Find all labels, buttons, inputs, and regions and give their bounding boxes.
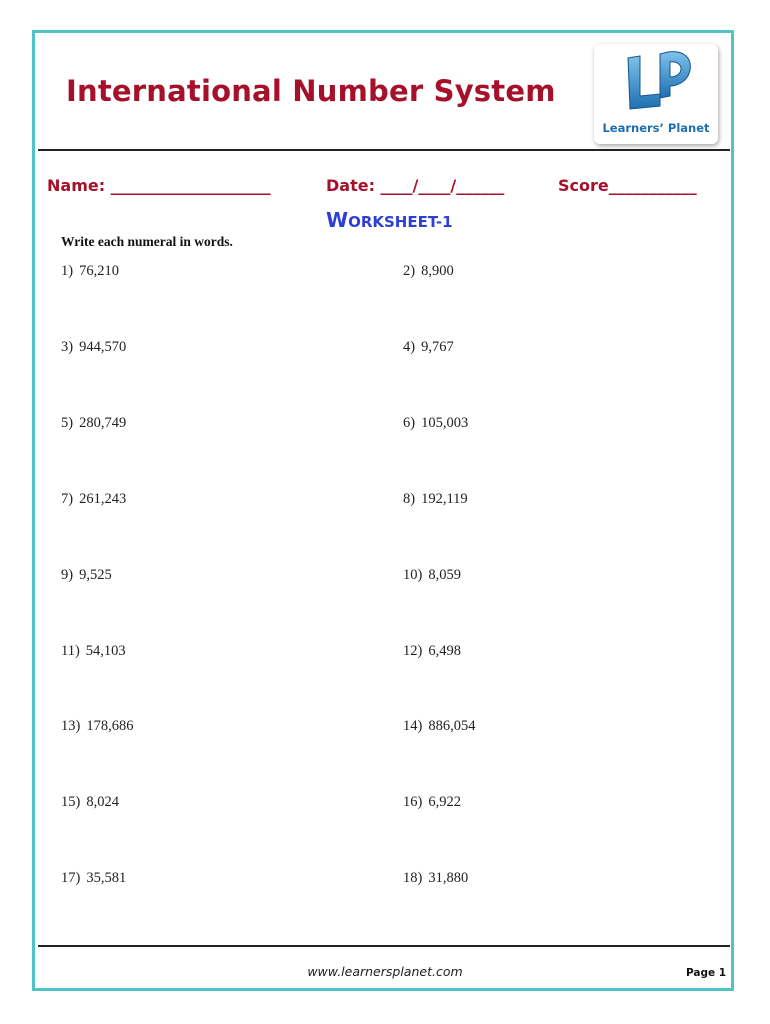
problem-value: 105,003 — [421, 415, 469, 431]
problem-item — [61, 491, 126, 508]
problem-item — [61, 643, 126, 660]
problem-value: 6,498 — [428, 643, 461, 659]
problem-item — [61, 415, 126, 432]
worksheet-title-initial: W — [326, 208, 349, 232]
brand-name: Learners’ Planet — [602, 121, 710, 135]
problem-value: 54,103 — [85, 643, 126, 659]
worksheet-title-rest: ORKSHEET-1 — [348, 213, 453, 231]
problem-item — [61, 718, 133, 735]
instructions: Write each numeral in words. — [61, 234, 233, 249]
problem-number: 4) — [403, 339, 416, 355]
header-divider — [38, 149, 730, 151]
problem-number: 13) — [61, 718, 81, 734]
problem-value: 280,749 — [79, 415, 127, 431]
problem-number: 3) — [61, 339, 74, 355]
problem-item — [403, 794, 461, 811]
problem-value: 178,686 — [86, 718, 134, 734]
worksheet-title — [326, 208, 453, 232]
footer-divider — [38, 945, 730, 947]
problem-value: 8,024 — [86, 794, 119, 810]
problem-value: 192,119 — [421, 491, 468, 507]
problem-value: 9,767 — [421, 339, 454, 355]
problem-number: 10) — [403, 567, 423, 583]
problem-number: 6) — [403, 415, 416, 431]
score-field-label: Score___________ — [558, 176, 697, 195]
date-field-label: Date: ____/____/______ — [326, 176, 505, 195]
problem-item — [61, 567, 112, 584]
problem-value: 31,880 — [428, 870, 469, 886]
brand-logo[interactable] — [594, 44, 718, 144]
problem-number: 7) — [61, 491, 74, 507]
problem-number: 2) — [403, 263, 416, 279]
page-title: International Number System — [66, 74, 556, 108]
problem-number: 1) — [61, 263, 74, 279]
problem-value: 76,210 — [79, 263, 119, 279]
problem-item — [61, 263, 119, 280]
problem-item — [403, 339, 454, 356]
problem-value: 886,054 — [428, 718, 476, 734]
problem-item — [403, 415, 468, 432]
problem-item — [61, 794, 119, 811]
lp-logo-icon — [594, 44, 718, 124]
problem-item — [403, 491, 468, 508]
problem-item — [61, 339, 126, 356]
footer-url[interactable]: www.learnersplanet.com — [307, 964, 463, 979]
problem-item — [403, 718, 475, 735]
problem-number: 15) — [61, 794, 81, 810]
problem-value: 35,581 — [86, 870, 127, 886]
problem-value: 8,900 — [421, 263, 454, 279]
problem-number: 17) — [61, 870, 81, 886]
problem-value: 9,525 — [79, 567, 112, 583]
problem-item — [403, 567, 461, 584]
name-field-label: Name: ____________________ — [47, 176, 271, 195]
page-border — [32, 30, 734, 991]
problem-number: 8) — [403, 491, 416, 507]
problem-value: 944,570 — [79, 339, 127, 355]
problem-item — [403, 870, 468, 887]
page-number: Page 1 — [686, 967, 727, 979]
problem-number: 18) — [403, 870, 423, 886]
problem-number: 9) — [61, 567, 74, 583]
problem-number: 12) — [403, 643, 423, 659]
problem-number: 16) — [403, 794, 423, 810]
problem-value: 8,059 — [428, 567, 461, 583]
problem-number: 11) — [61, 643, 80, 659]
problem-number: 5) — [61, 415, 74, 431]
problem-item — [403, 643, 461, 660]
problem-value: 6,922 — [428, 794, 461, 810]
problem-number: 14) — [403, 718, 423, 734]
problem-item — [61, 870, 126, 887]
problem-value: 261,243 — [79, 491, 127, 507]
problem-item — [403, 263, 454, 280]
